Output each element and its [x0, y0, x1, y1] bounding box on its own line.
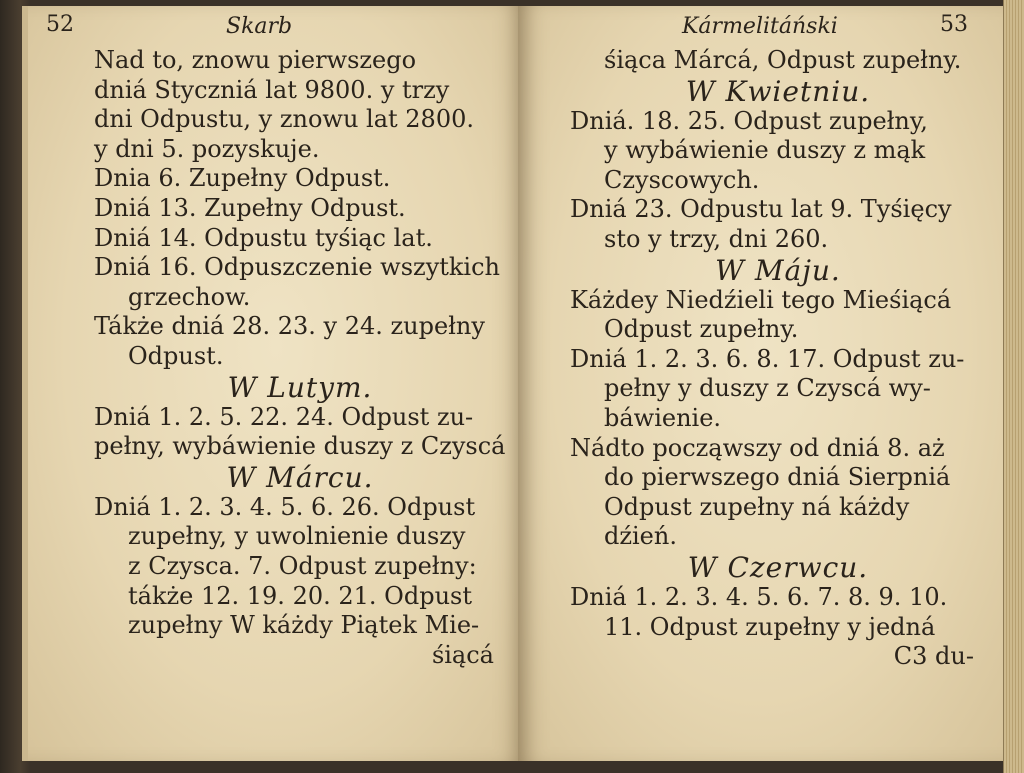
- text-line: dniá Styczniá lat 9800. y trzy: [94, 75, 450, 104]
- text-line: Dniá 14. Odpustu tyśiąc lat.: [94, 223, 433, 252]
- text-line: Dniá 1. 2. 3. 4. 5. 6. 26. Odpust: [94, 492, 476, 521]
- right-page: [518, 6, 1004, 761]
- text-line: Dniá 23. Odpustu lat 9. Tyśięcy: [570, 195, 952, 224]
- text-line: pełny y duszy z Czyscá wy-: [604, 374, 931, 403]
- text-line: śiącá: [431, 640, 494, 669]
- right-page-header: [570, 12, 986, 46]
- text-line: do pierwszego dniá Sierpniá: [604, 463, 951, 492]
- text-line: Tákże dniá 28. 23. y 24. zupełny: [94, 312, 485, 341]
- text-line: dźień.: [604, 522, 677, 551]
- section-heading: W Lutym.: [227, 370, 373, 404]
- text-line: Dniá 16. Odpuszczenie wszytkich: [94, 253, 501, 282]
- text-line: Czyscowych.: [604, 165, 760, 194]
- text-line: Nad to, znowu pierwszego: [94, 46, 417, 74]
- text-line: tákże 12. 19. 20. 21. Odpust: [128, 581, 472, 610]
- text-line: dni Odpustu, y znowu lat 2800.: [94, 105, 474, 134]
- text-line: Odpust zupełny ná káżdy: [604, 492, 910, 521]
- text-line: Odpust.: [128, 341, 224, 370]
- left-page-text: [94, 46, 506, 670]
- page-edges: [1003, 0, 1024, 773]
- running-head: Kármelitáński: [682, 14, 838, 39]
- text-line: Káżdey Niedźieli tego Mieśiącá: [570, 285, 952, 314]
- text-line: Odpust zupełny.: [604, 315, 799, 344]
- text-line: C3 du-: [893, 642, 974, 671]
- section-heading: W Czerwcu.: [687, 550, 869, 584]
- text-line: grzechow.: [128, 282, 251, 311]
- text-line: sto y trzy, dni 260.: [604, 224, 829, 253]
- text-line: z Czysca. 7. Odpust zupełny:: [128, 551, 477, 580]
- left-page: [22, 6, 524, 761]
- page-number: 53: [940, 12, 968, 37]
- text-line: zupełny, y uwolnienie duszy: [128, 522, 466, 551]
- right-page-text: [570, 46, 986, 672]
- text-line: Dniá 1. 2. 5. 22. 24. Odpust zu-: [94, 402, 474, 431]
- text-line: zupełny W káżdy Piątek Mie-: [128, 611, 480, 640]
- section-heading: W Kwietniu.: [685, 74, 871, 108]
- left-page-header: [46, 12, 506, 46]
- text-line: báwienie.: [604, 403, 722, 432]
- text-line: y wybáwienie duszy z mąk: [604, 136, 926, 165]
- text-line: pełny, wybáwienie duszy z Czyscá: [94, 432, 506, 461]
- text-line: Dniá 13. Zupełny Odpust.: [94, 193, 406, 222]
- text-line: Dnia 6. Zupełny Odpust.: [94, 164, 391, 193]
- text-line: Dniá 1. 2. 3. 4. 5. 6. 7. 8. 9. 10.: [570, 582, 948, 611]
- text-line: Dniá. 18. 25. Odpust zupełny,: [570, 106, 928, 135]
- text-line: Dniá 1. 2. 3. 6. 8. 17. Odpust zu-: [570, 344, 965, 373]
- page-number: 52: [46, 12, 74, 37]
- text-line: Nádto począwszy od dniá 8. aż: [570, 433, 945, 462]
- section-heading: W Máju.: [715, 253, 841, 287]
- text-line: 11. Odpust zupełny y jedná: [604, 612, 936, 641]
- text-line: śiąca Márcá, Odpust zupełny.: [604, 46, 962, 74]
- section-heading: W Márcu.: [226, 460, 374, 494]
- text-line: y dni 5. pozyskuje.: [94, 134, 320, 163]
- running-head: Skarb: [226, 14, 293, 39]
